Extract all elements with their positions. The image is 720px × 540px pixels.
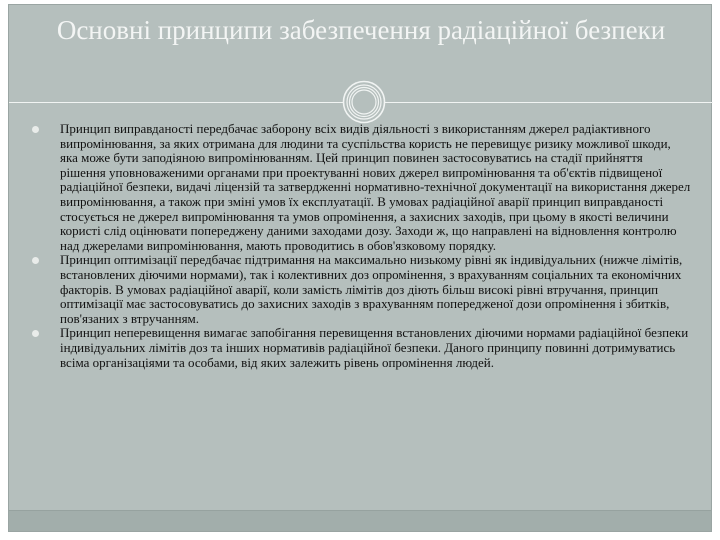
title-area bbox=[9, 5, 713, 85]
bullet-list bbox=[29, 122, 691, 370]
bullet-item bbox=[29, 122, 691, 253]
bottom-band bbox=[9, 510, 711, 531]
title-divider bbox=[9, 102, 713, 103]
bullet-dot-icon bbox=[32, 257, 39, 264]
ring-ornament-icon bbox=[342, 80, 386, 124]
bullet-text: Принцип неперевищення вимагає запобігання перевищення встановлених діючими нормами радіаційної безпеки індивідуальних лімітів доз та інших нормативів радіаційної безпеки. Даного принципу повинні дотримуватись всіма організаціями та особами, від яких залежить рівень опромінення людей. bbox=[60, 325, 689, 370]
bullet-text: Принцип оптимізації передбачає підтримання на максимально низькому рівні як індивідуальних (нижче лімітів, встановлених діючими нормами), так і колективних доз опромінення, з врахуванням соціальних та економічних факторів. В умовах радіаційної аварії, коли замість лімітів доз діють більш високі рівні втручання, принцип оптимізації має застосовуватись до захисних заходів з врахуванням попередженої дози опромінення і збитків, пов'язаних з втручанням. bbox=[60, 252, 683, 326]
bullet-dot-icon bbox=[32, 126, 39, 133]
bullet-item bbox=[29, 253, 691, 326]
bullet-text: Принцип виправданості передбачає заборону всіх видів діяльності з використанням джерел радіактивного випромінювання, за яких отримана для людини та суспільства користь не перевищує ризику можливої шкоди, яка може бути заподіяною випромінюванням. Цей принцип повинен застосовуватись на стадії прийняття рішення уповноваженими органами при проектуванні нових джерел випромінювання та об'єктів підвищеної радіаційної безпеки, видачі ліцензій та затвердженні нормативно-технічної документації на використання джерел випромінювання, а також при зміні умов їх експлуатації. В умовах радіаційної аварії принцип виправданості стосується не джерел випромінювання та умов опромінення, а захисних заходів, при цьому в якості величини користі слід оцінювати попереджену даними заходами дозу. Заходи ж, що направлені на відновлення контролю над джерелами випромінювання, мають проводитись в обов'язковому порядку. bbox=[60, 121, 691, 253]
slide-frame bbox=[8, 4, 712, 532]
slide-content bbox=[29, 122, 691, 370]
bullet-item bbox=[29, 326, 691, 370]
bullet-dot-icon bbox=[32, 330, 39, 337]
slide-title: Основні принципи забезпечення радіаційної безпеки bbox=[56, 15, 666, 45]
